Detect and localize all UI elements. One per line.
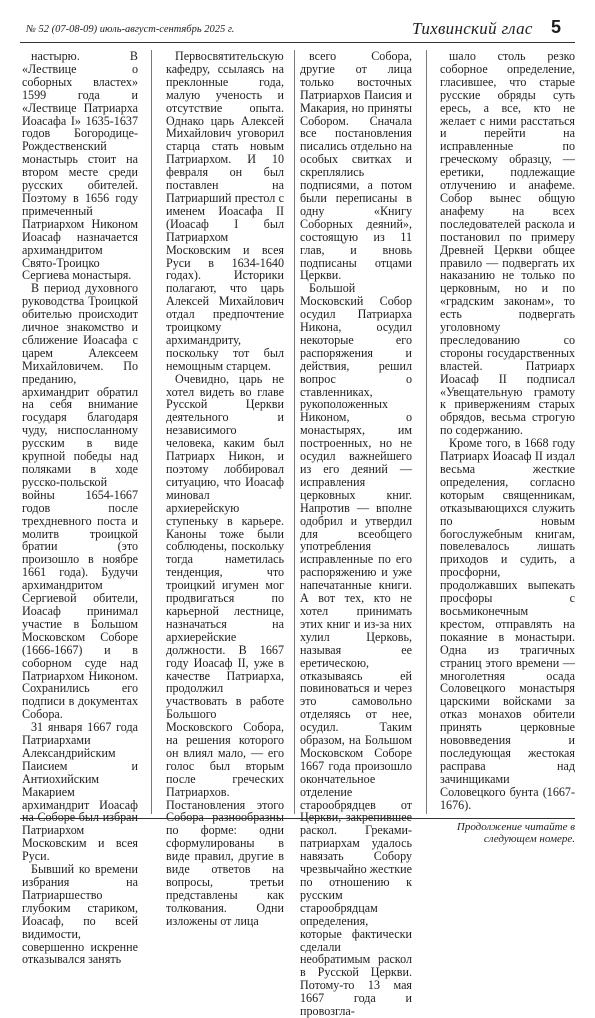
paragraph: настырю. В «Лествице о соборных властех» 1599 года и «Лествице Патриарха Иоасафа I» 1635-1637 годов Богородице-Рождественский монастырь стоит на втором месте среди русских обителей. Поэтому в 1656 году примеченный Патриархом Никоном Иоасаф назначается архимандритом Свято-Троицко Сергиева монастыря.: [22, 49, 138, 283]
paragraph: Очевидно, царь не хотел видеть во главе Русской Церкви деятельного и независимого человека, каким был Патриарх Никон, и поэтому лоббировал ситуацию, что Иоасаф миновал архиерейскую ступеньку в карьере. Каноны тоже были соблюдены, поскольку тогда наметилась тенденция, что троицкий игумен мог продвигаться по карьерной лестнице, назначаться на архиерейские должности. В 1667 году Иоасаф II, уже в качестве Патриарха, продолжил участвовать в работе Большого Московского Собора, на решения которого он влиял мало, — его голос был вторым после греческих Патриархов. Постановления этого Собора разнообразны по форме: одни сформулированы в виде правил, другие в виде ответов на вопросы, третьи представлены как толкования. Одни изложены от лица: [166, 371, 284, 928]
column-divider: [151, 50, 152, 814]
paragraph: Первосвятительскую кафедру, ссылаясь на преклонные года, малую ученость и отсутствие опыта. Однако царь Алексей Михайлович уговорил старца стать новым Патриархом. И 10 февраля он был поставлен на Патриарший престол с именем Иоасафа II (Иоасаф I был Патриархом Московским и всея Руси в 1634-1640 годах). Историки полагают, что царь Алексей Михайлович отдал предпочтение троицкому архимандриту, поскольку тот был немощным старцем.: [166, 49, 284, 373]
paragraph: всего Собора, другие от лица только восточных Патриархов Паисия и Макария, но приняты Собором. Сначала все постановления писались отдельно на особых свитках и скреплялись подписями, а потом были переписаны в одну «Книгу Соборных деяний», состоящую из 11 глав, и вновь подписаны отцами Церкви.: [300, 49, 412, 283]
article-column-1: [22, 49, 138, 967]
paragraph: Большой Московский Собор осудил Патриарха Никона, осудил некоторые его распоряжения и действия, решил вопрос о ставленниках, рукоположенных Никоном, о монастырях, им построенных, но не осудил важнейшего из его деяний — исправления церковных книг. Напротив — вполне одобрил и утвердил для всеобщего употребления исправленные по его распоряжению и уже напечатанные книги. А вот тех, кто не хотел принимать этих книг и из-за них хулил Церковь, называя ее еретическою, отказываясь ей повиноваться и через это самовольно отделяясь от нее, осудил. Таким образом, на Большом Московском Соборе 1667 года произошло окончательное отделение старообрядцев от Церкви, закрепившее раскол. Греками-патриархам удалось навязать Собору чрезвычайно жесткие по отношению к русским старообрядцам определения, которые фактически сделали необратимым раскол в Русской Церкви. Потому-то 13 мая 1667 года и провозгла-: [300, 281, 412, 1018]
newspaper-title: Тихвинский глас: [412, 19, 533, 38]
article-column-2: [166, 49, 284, 928]
column-divider: [426, 50, 427, 814]
issue-info: № 52 (07-08-09) июль-август-сентябрь 2025 г.: [26, 24, 235, 35]
article-column-4: [440, 49, 575, 846]
header-rule: [20, 42, 575, 43]
paragraph: В период духовного руководства Троицкой обителью происходит личное знакомство и сближение Иоасафа с царем Алексеем Михайловичем. По преданию, архимандрит обратил на себя внимание государя благодаря чуду, ниспосланному русским в виде крупной победы над поляками в ходе русско-польской войны 1654-1667 годов после трехдневного поста и молитв троицкой братии (это произошло в ноябре 1661 года). Будучи архимандритом Сергиевой обители, Иоасаф принимал участие в Большом Московском Соборе (1666-1667) и в соборном суде над Патриархом Никоном. Сохранились его подписи в документах Собора.: [22, 281, 138, 722]
continued-note: Продолжение читайте в следующем номере.: [456, 821, 575, 846]
paragraph: Кроме того, в 1668 году Патриарх Иоасаф II издал весьма жесткие определения, согласно которым священникам, отказывающихся служить по новым богослужебным книгам, повелевалось лишать приходов и судить, а просфорни, продолжавших выпекать просфоры с восьмиконечным крестом, отправлять на покаяние в монастыри. Одна из трагичных страниц этого времени — многолетняя осада Соловецкого монастыря царскими войсками за отказ монахов обители принять церковные нововведения и последующая жестокая расправа над зачинщиками Соловецкого бунта (1667-1676).: [440, 436, 575, 812]
column-divider: [294, 50, 295, 814]
footer-rule: [20, 818, 575, 819]
paragraph: шало столь резко соборное определение, гласившее, что старые русские обряды суть ересь, а все, кто не желает с ними расстаться и перейти на исправленные по греческому образцу, — еретики, подлежащие отлучению и анафеме. Собор вынес общую анафему на всех последователей раскола и постановил по примеру Древней Церкви общее правило — подвергать их наказанию не только по церковным, но и по «градским законам», то есть подвергать уголовному преследованию со стороны государственных властей. Патриарх Иоасаф II подписал «Увещательную грамоту к привержениям старых обрядов, весьма строгую по содержанию.: [440, 49, 575, 438]
paragraph: Бывший ко времени избрания на Патриаршество глубоким стариком, Иоасаф, по всей видимости, совершенно искренне отказывался занять: [22, 862, 138, 967]
paragraph: 31 января 1667 года Патриархами Александрийским Паисием и Антиохийским Макарием архимандрит Иоасаф на Соборе был избран Патриархом Московским и всея Руси.: [22, 720, 138, 864]
article-column-3: [300, 49, 412, 1018]
page-number: 5: [545, 16, 567, 38]
page-header: [20, 18, 575, 40]
